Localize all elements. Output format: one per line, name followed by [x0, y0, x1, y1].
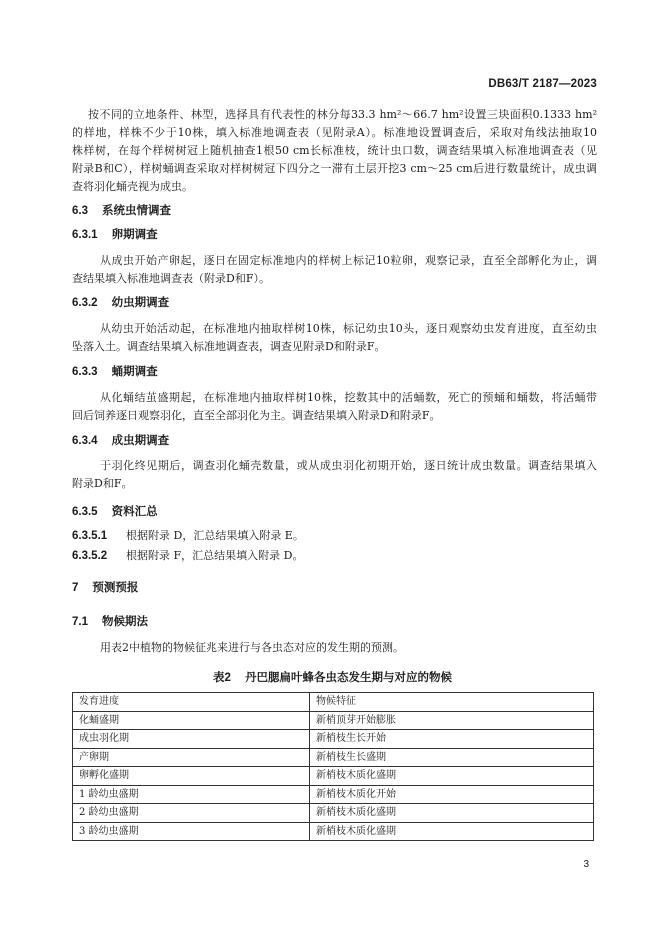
clause-6-3-5-2	[72, 547, 303, 565]
phenology-table	[72, 692, 594, 841]
section-title: 系统虫情调查	[102, 205, 171, 217]
paragraph-line: 用表2中植物的物候征兆来进行与各虫态对应的发生期的预测。	[100, 641, 404, 654]
table-row	[73, 804, 594, 823]
paragraph-line: 从成虫开始产卵起，逐日在固定标准地内的样树上标记10粒卵，观察记录，直至全部孵化为止，调	[100, 254, 597, 267]
table-cell: 产卵期	[73, 748, 310, 767]
section-number: 6.3.1	[72, 229, 98, 241]
section-number: 6.3.5	[72, 506, 98, 518]
table-cell: 新梢枝生长开始	[310, 730, 594, 749]
clause-number: 6.3.5.2	[72, 550, 108, 562]
page-number: 3	[583, 859, 589, 870]
table-cell: 新梢顶芽开始膨胀	[310, 711, 594, 730]
table-label: 表2	[213, 672, 231, 684]
table-cell: 新梢枝木质化盛期	[310, 767, 594, 786]
heading-6-3-1	[72, 226, 158, 244]
clause-text: 根据附录 D，汇总结果填入附录 E。	[126, 529, 304, 542]
heading-7	[72, 579, 138, 597]
paragraph-line: 从化蛹结茧盛期起，在标准地内抽取样树10株，挖数其中的活蛹数，死亡的预蛹和蛹数，将活蛹带	[100, 391, 597, 404]
heading-6-3-3	[72, 363, 158, 381]
table-row	[73, 822, 594, 841]
paragraph-line: 回后饲养逐日观察羽化，直至全部羽化为主。调查结果填入附录D和附录F。	[72, 409, 441, 422]
paragraph-7-1	[72, 639, 597, 657]
intro-paragraph	[72, 106, 597, 196]
paragraph-line: 于羽化终见期后，调查羽化蛹壳数量，或从成虫羽化初期开始，逐日统计成虫数量。调查结果填入	[100, 459, 597, 472]
section-number: 6.3.2	[72, 297, 98, 309]
section-number: 6.3.3	[72, 366, 98, 378]
paragraph-line: 查结果填入标准地调查表（附录D和F）。	[72, 272, 270, 285]
table-cell: 成虫羽化期	[73, 730, 310, 749]
section-number: 7	[72, 582, 79, 594]
paragraph-line: 从幼虫开始活动起，在标准地内抽取样树10株，标记幼虫10头，逐日观察幼虫发育进度，直至幼虫	[100, 322, 597, 335]
section-number: 7.1	[72, 616, 88, 628]
section-title: 成虫期调查	[111, 435, 170, 447]
section-title: 物候期法	[102, 616, 148, 628]
section-title: 预测预报	[92, 582, 139, 594]
clause-text: 根据附录 F，汇总结果填入附录 D。	[126, 549, 304, 562]
section-title: 幼虫期调查	[111, 297, 170, 309]
heading-6-3-2	[72, 294, 169, 312]
paragraph-line: 附录D和F。	[72, 477, 133, 490]
heading-6-3	[72, 202, 171, 220]
clause-6-3-5-1	[72, 527, 304, 545]
table-row	[73, 748, 594, 767]
table-header-row	[73, 693, 594, 712]
paragraph-6-3-2	[72, 320, 597, 356]
heading-7-1	[72, 613, 148, 631]
heading-6-3-4	[72, 432, 169, 450]
section-title: 蛹期调查	[111, 366, 158, 378]
table-cell: 1 龄幼虫盛期	[73, 785, 310, 804]
paragraph-6-3-3	[72, 389, 597, 425]
paragraph-line: 株样树，在每个样树树冠上随机抽查1根50 cm长标准枝，统计虫口数，调查结果填入标准地调查表（见	[72, 144, 597, 157]
table-row	[73, 767, 594, 786]
section-number: 6.3.4	[72, 435, 98, 447]
table-cell: 卵孵化盛期	[73, 767, 310, 786]
table-row	[73, 730, 594, 749]
section-number: 6.3	[72, 205, 88, 217]
table-cell: 化蛹盛期	[73, 711, 310, 730]
paragraph-line: 查将羽化蛹壳视为成虫。	[72, 180, 193, 193]
section-title: 资料汇总	[111, 506, 158, 518]
paragraph-6-3-4	[72, 457, 597, 493]
table-caption	[72, 669, 593, 687]
paragraph-line: 按不同的立地条件、林型，选择具有代表性的林分每33.3 hm²～66.7 hm²设置三块面积0.1333 hm²	[88, 108, 597, 121]
paragraph-6-3-1	[72, 252, 597, 288]
table-cell: 新梢枝木质化盛期	[310, 804, 594, 823]
heading-6-3-5	[72, 503, 158, 521]
clause-number: 6.3.5.1	[72, 530, 108, 542]
table-cell: 新梢枝生长盛期	[310, 748, 594, 767]
paragraph-line: 附录B和C），样树蛹调查采取对样树树冠下四分之一滞有土层开挖3 cm～25 cm后进行数量统计，成虫调	[72, 162, 597, 175]
paragraph-line: 坠落入土。调查结果填入标准地调查表，调查见附录D和附录F。	[72, 340, 386, 353]
table-cell: 新梢枝木质化开始	[310, 785, 594, 804]
paragraph-line: 的样地，样株不少于10株，填入标准地调查表（见附录A）。标准地设置调查后，采取对角线法抽取10	[72, 126, 597, 139]
table-row	[73, 785, 594, 804]
table-header-cell: 发育进度	[73, 693, 310, 712]
table-header-cell: 物候特征	[310, 693, 594, 712]
document-code-header: DB63/T 2187—2023	[488, 78, 597, 90]
table-cell: 3 龄幼虫盛期	[73, 822, 310, 841]
table-row	[73, 711, 594, 730]
table-cell: 2 龄幼虫盛期	[73, 804, 310, 823]
table-title: 丹巴腮扁叶蜂各虫态发生期与对应的物候	[244, 672, 452, 684]
table-cell: 新梢枝木质化盛期	[310, 822, 594, 841]
section-title: 卵期调查	[111, 229, 158, 241]
